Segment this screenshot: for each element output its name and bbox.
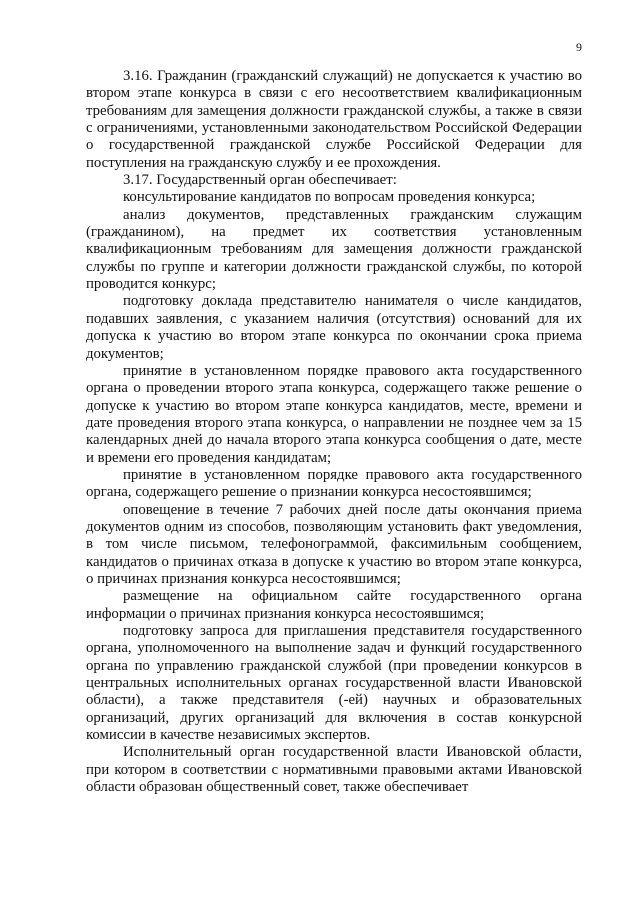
page-number: 9 [576,40,582,54]
list-item-notification: оповещение в течение 7 рабочих дней после даты окончания приема документов одним из способов, позволяющим установить факт уведомления, в том числе письмом, телефонограммой, факсимильным сообщением, кандидатов о причинах отказа в допуске к участию во втором этапе конкурса, о причинах признания конкурса несостоявшимся; [86,501,582,587]
list-item-second-stage-act: принятие в установленном порядке правового акта государственного органа о проведении второго этапа конкурса, содержащего также решение о допуске к участию во втором этапе конкурса кандидатов, месте, времени и дате проведения второго этапа конкурса, о направлении не позднее чем за 15 календарных дней до начала второго этапа конкурса сообщения о дате, месте и времени его проведения кандидатам; [86,362,582,466]
list-item-report-preparation: подготовку доклада представителю нанимателя о числе кандидатов, подавших заявления, с указанием наличия (отсутствия) оснований для их допуска к участию во втором этапе конкурса по окончании срока приема документов; [86,293,582,362]
list-item-website-publication: размещение на официальном сайте государственного органа информации о причинах признания конкурса несостоявшимся; [86,588,582,622]
list-item-expert-invitation: подготовку запроса для приглашения представителя государственного органа, уполномоченного на выполнение задач и функций государственного органа по управлению гражданской службой (при проведении конкурсов в центральных исполнительных органах государственной власти Ивановской области), а также представителя (-ей) научных и образовательных организаций, других организаций для включения в состав конкурсной комиссии в качестве независимых экспертов. [86,623,582,744]
paragraph-3-16: 3.16. Гражданин (гражданский служащий) не допускается к участию во втором этапе конкурса в связи с его несоответствием квалификационным требованиям для замещения должности гражданской службы, а также в связи с ограничениями, установленными законодательством Российской Федерации о государственной гражданской службе Российской Федерации для поступления на гражданскую службу и ее прохождения. [86,68,582,171]
list-item-document-analysis: анализ документов, представленных гражданским служащим (гражданином), на предмет их соответствия установленным квалификационным требованиям для замещения должности гражданской службы по группе и категории должности гражданской службы, по которой проводится конкурс; [86,206,582,293]
list-item-failed-competition-act: принятие в установленном порядке правового акта государственного органа, содержащего решение о признании конкурса несостоявшимся; [86,466,582,501]
paragraph-3-17: 3.17. Государственный орган обеспечивает: [123,172,397,189]
paragraph-executive-body: Исполнительный орган государственной власти Ивановской области, при котором в соответствии с нормативными правовыми актами Ивановской области образован общественный совет, также обеспечивает [86,744,582,796]
document-body [86,68,582,796]
list-item-consulting: консультирование кандидатов по вопросам проведения конкурса; [123,189,536,206]
